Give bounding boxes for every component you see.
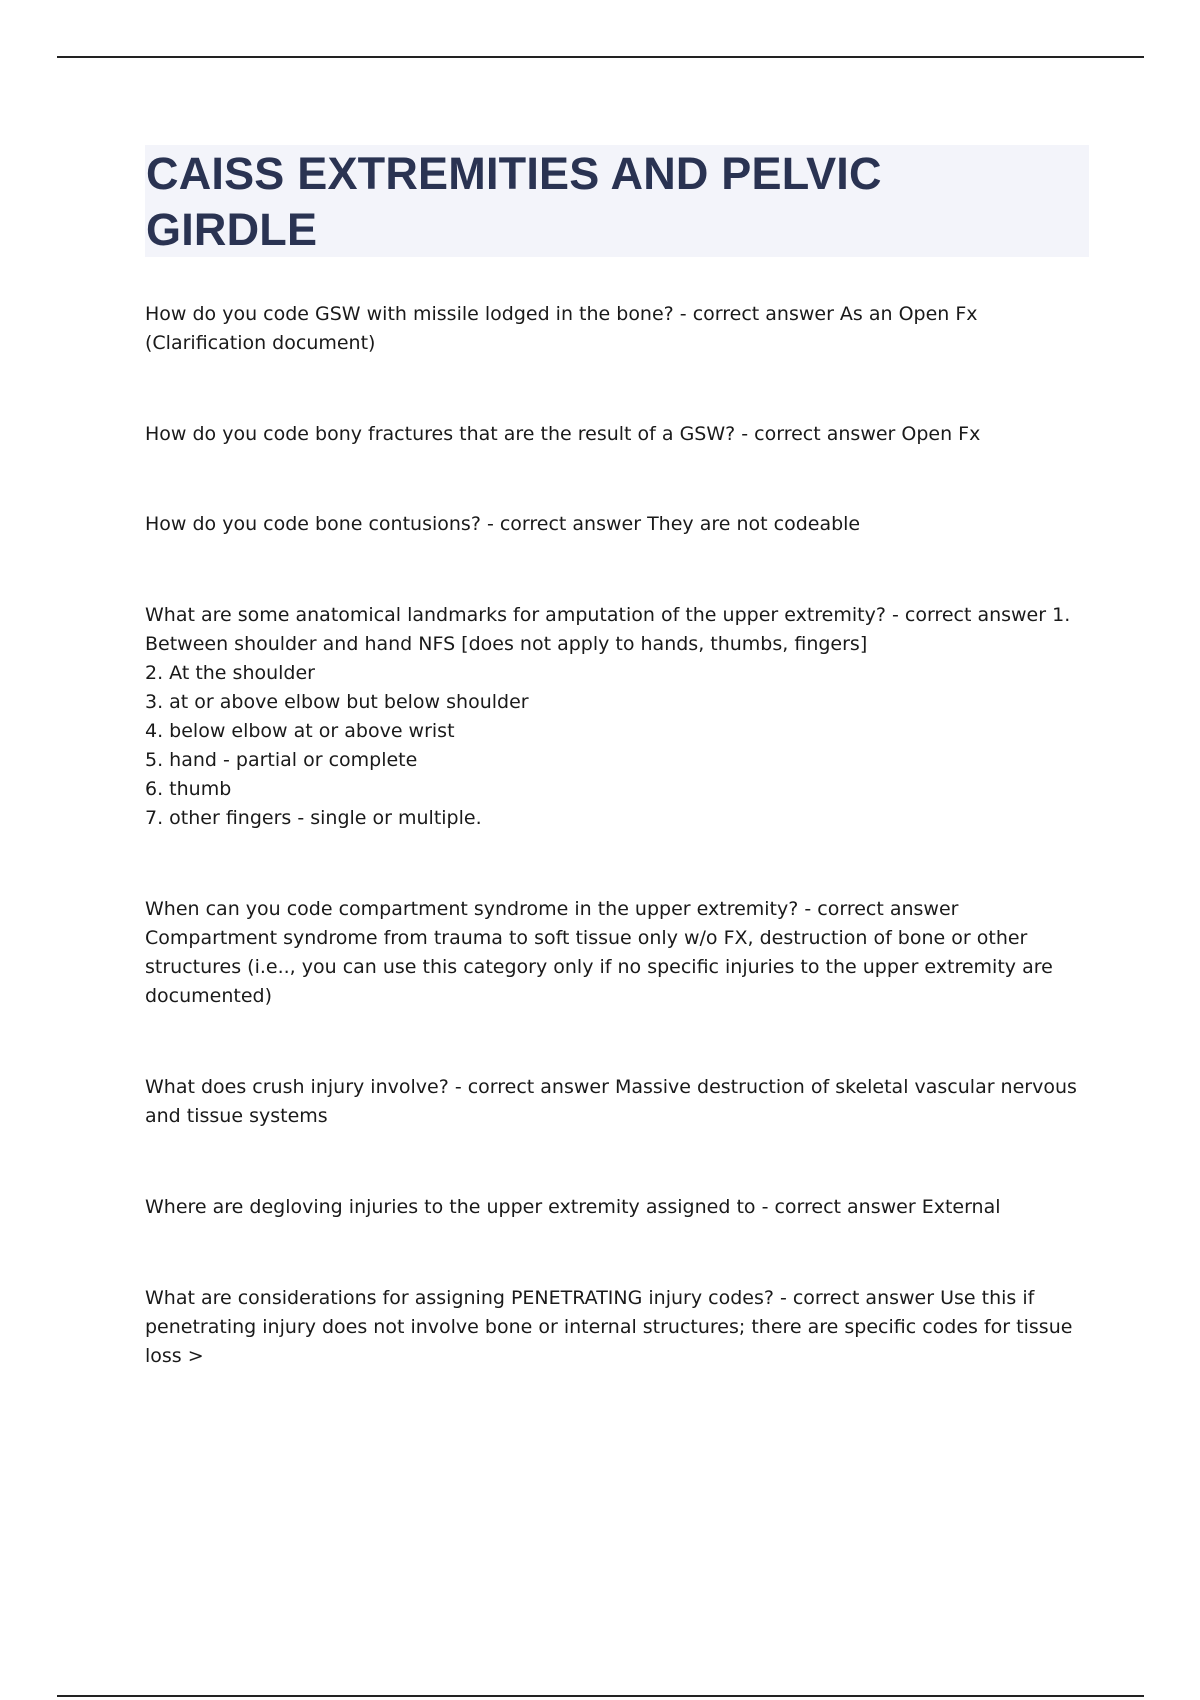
qa-text: How do you code GSW with missile lodged in the bone? - correct answer As an Open Fx (Clarification document) [145, 303, 978, 354]
title-banner [145, 145, 1089, 257]
list-item: 2. At the shoulder [145, 662, 315, 684]
document-title [146, 145, 1089, 258]
qa-item [145, 1193, 1085, 1222]
qa-item [145, 510, 1085, 539]
qa-text: When can you code compartment syndrome in the upper extremity? - correct answer Compartment syndrome from trauma to soft tissue only w/o FX, destruction of bone or other structures (i.e.., you can use this category only if no specific injuries to the upper extremity are documented) [145, 898, 1053, 1007]
qa-text: What are considerations for assigning PENETRATING injury codes? - correct answer Use this if penetrating injury does not involve bone or internal structures; there are specific codes for tissue loss > [145, 1287, 1073, 1367]
list-item: 5. hand - partial or complete [145, 749, 418, 771]
header-rule [57, 56, 1144, 58]
qa-item [145, 1284, 1085, 1371]
title-line-2: GIRDLE [146, 204, 318, 255]
list-item: 3. at or above elbow but below shoulder [145, 691, 529, 713]
footer-rule [57, 1695, 1144, 1697]
qa-list [145, 300, 1085, 1433]
qa-item [145, 895, 1085, 1011]
qa-text: What does crush injury involve? - correct answer Massive destruction of skeletal vascular nervous and tissue systems [145, 1076, 1077, 1127]
qa-text: How do you code bony fractures that are the result of a GSW? - correct answer Open Fx [145, 423, 981, 445]
list-item: 7. other fingers - single or multiple. [145, 807, 482, 829]
qa-item [145, 601, 1085, 833]
list-item: 4. below elbow at or above wrist [145, 720, 455, 742]
qa-text: What are some anatomical landmarks for amputation of the upper extremity? - correct answer 1. Between shoulder and hand NFS [does not apply to hands, thumbs, fingers] [145, 604, 1071, 655]
title-line-1: CAISS EXTREMITIES AND PELVIC [146, 148, 882, 199]
qa-text: Where are degloving injuries to the upper extremity assigned to - correct answer External [145, 1196, 1001, 1218]
qa-item [145, 300, 1085, 358]
list-item: 6. thumb [145, 778, 232, 800]
qa-item [145, 420, 1085, 449]
qa-item [145, 1073, 1085, 1131]
qa-text: How do you code bone contusions? - correct answer They are not codeable [145, 513, 861, 535]
